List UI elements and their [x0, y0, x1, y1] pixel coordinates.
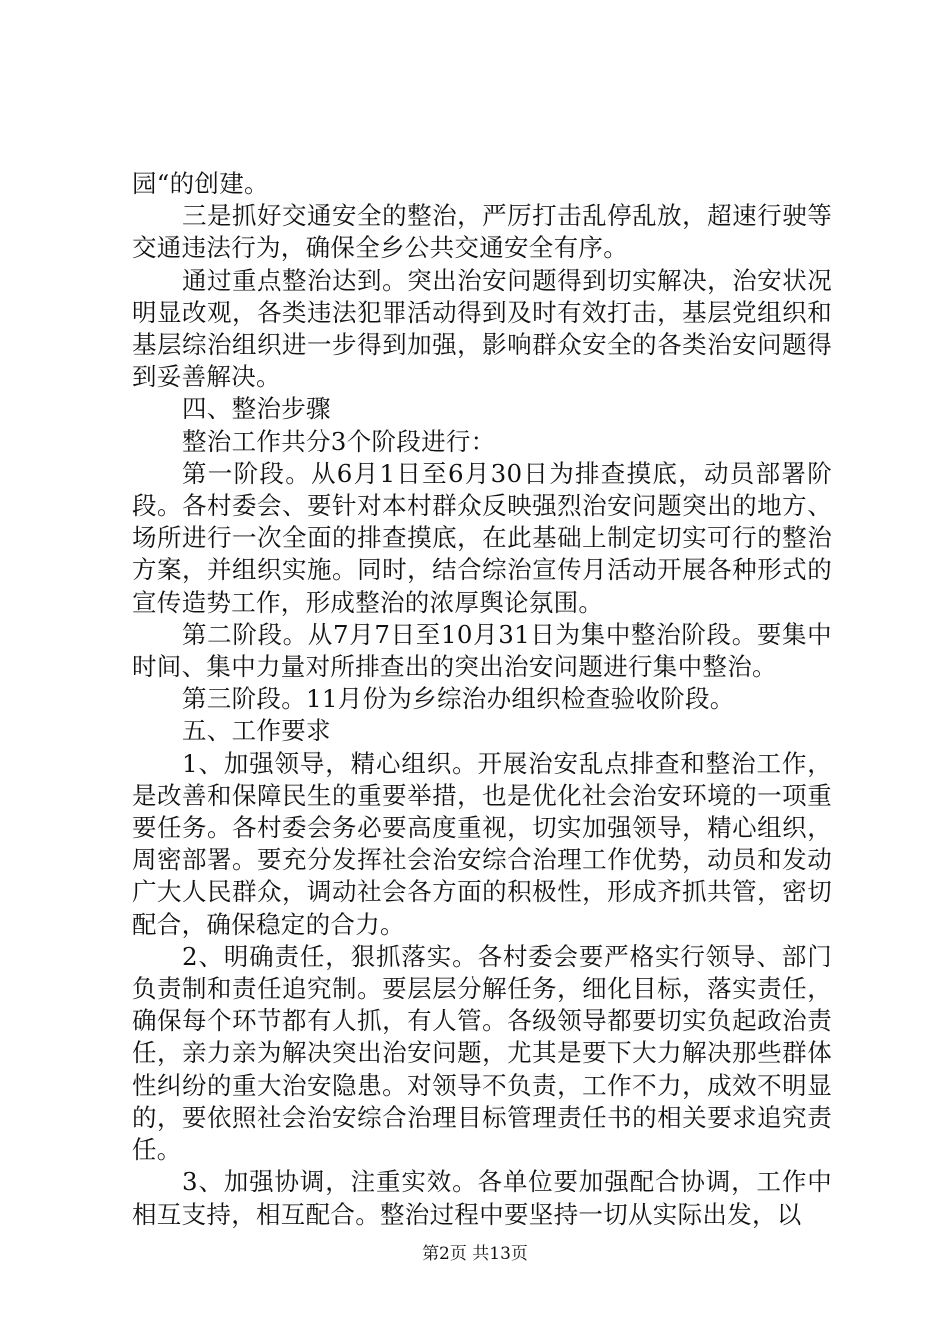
- section-heading-4: 四、整治步骤: [182, 394, 331, 424]
- paragraph-6: 第二阶段。从7月7日至10月31日为集中整治阶段。要集中时间、集中力量对所排查出的突出治安问题进行集中整治。: [132, 619, 832, 682]
- paragraph-11: 3、加强协调，注重实效。各单位要加强配合协调，工作中相互支持，相互配合。整治过程中要坚持一切从实际出发，以: [132, 1167, 832, 1229]
- paragraph-4: 整治工作共分3个阶段进行：: [182, 426, 496, 456]
- paragraph-10: 2、明确责任，狠抓落实。各村委会要严格实行领导、部门负责制和责任追究制。要层层分解任务，细化目标，落实责任，确保每个环节都有人抓，有人管。各级领导都要切实负起政治责任，亲力亲为解决突出治安问题，尤其是要下大力解决那些群体性纠纷的重大治安隐患。对领导不负责，工作不力，成效不明显的，要依照社会治安综合治理目标管理责任书的相关要求追究责任。: [132, 941, 832, 1165]
- paragraph-7: 第三阶段。11月份为乡综治办组织检查验收阶段。: [182, 684, 735, 714]
- paragraph-0: 园“的创建。: [132, 169, 269, 198]
- page-footer: 第2页 共13页: [422, 1244, 528, 1264]
- paragraph-9: 1、加强领导，精心组织。开展治安乱点排查和整治工作，是改善和保障民生的重要举措，也是优化社会治安环境的一项重要任务。各村委会务必要高度重视，切实加强领导，精心组织，周密部署。要充分发挥社会治安综合治理工作优势，动员和发动广大人民群众，调动社会各方面的积极性，形成齐抓共管，密切配合，确保稳定的合力。: [132, 748, 832, 939]
- document-body: [132, 168, 832, 1231]
- paragraph-5: 第一阶段。从6月1日至6月30日为排查摸底，动员部署阶段。各村委会、要针对本村群众反映强烈治安问题突出的地方、场所进行一次全面的排查摸底，在此基础上制定切实可行的整治方案，并组织实施。同时，结合综治宣传月活动开展各种形式的宣传造势工作，形成整治的浓厚舆论氛围。: [132, 458, 832, 617]
- paragraph-2: 通过重点整治达到。突出治安问题得到切实解决，治安状况明显改观，各类违法犯罪活动得到及时有效打击，基层党组织和基层综治组织进一步得到加强，影响群众安全的各类治安问题得到妥善解决。: [132, 265, 832, 392]
- section-heading-5: 五、工作要求: [182, 716, 331, 746]
- paragraph-1: 三是抓好交通安全的整治，严厉打击乱停乱放，超速行驶等交通违法行为，确保全乡公共交通安全有序。: [132, 201, 832, 263]
